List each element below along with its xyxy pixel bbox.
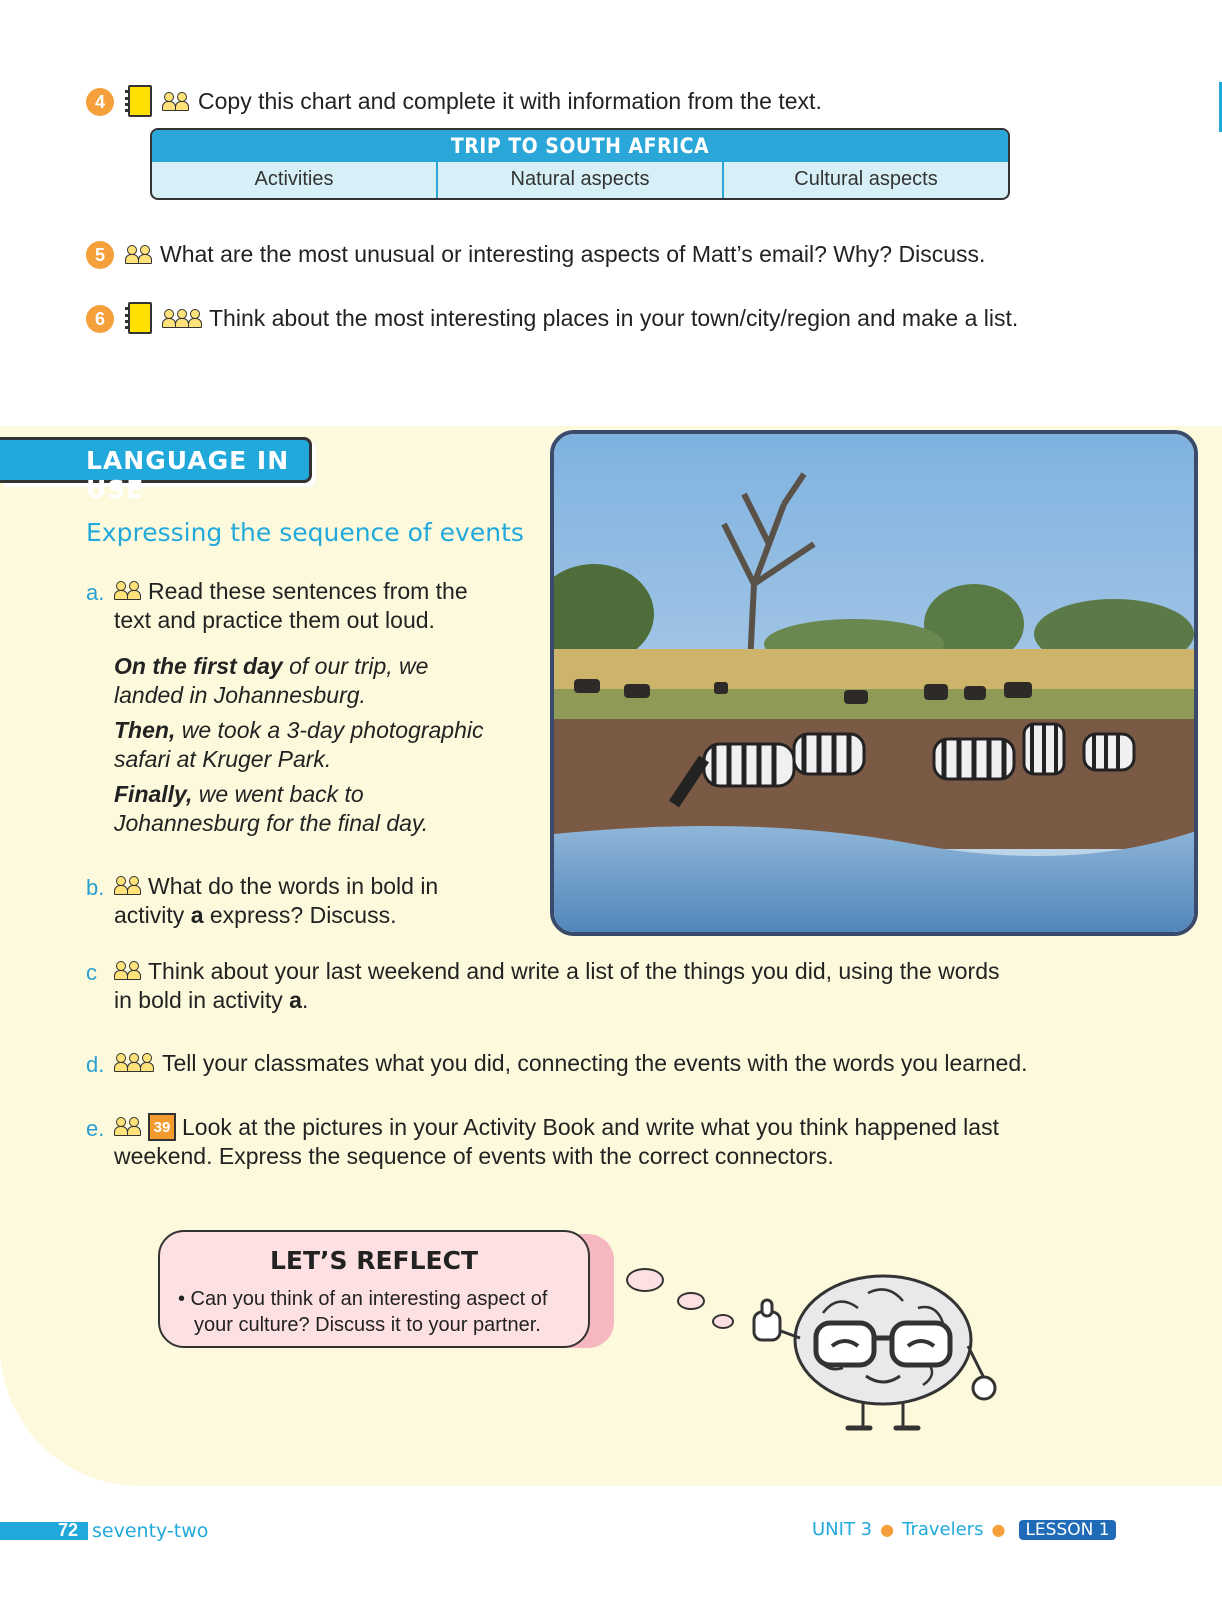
group-work-icon <box>162 309 201 327</box>
bold-text: a <box>190 902 204 928</box>
separator-dot-icon: ● <box>991 1520 1006 1539</box>
activity-e-line-1: Look at the pictures in your Activity Book and write what you think happened last <box>182 1114 999 1140</box>
activity-letter: d. <box>86 1052 105 1077</box>
thought-bubble <box>712 1314 734 1329</box>
task-number: 4 <box>94 91 105 112</box>
activity-a-line-1: Read these sentences from the <box>148 578 468 604</box>
example-text: we went back to <box>192 781 364 807</box>
text: express? Discuss. <box>203 902 397 928</box>
activity-c-line-1: Think about your last weekend and write a list of the things you did, using the words <box>148 958 1000 984</box>
task-number-badge <box>86 305 114 333</box>
task-number-badge <box>86 241 114 269</box>
reflect-question <box>178 1286 588 1338</box>
tab-label: LANGUAGE IN USE <box>86 446 290 504</box>
activity-letter: a. <box>86 580 105 605</box>
activity-letter: b. <box>86 875 105 900</box>
task-number: 5 <box>94 244 105 265</box>
activity-a-line-2: text and practice them out loud. <box>114 607 435 633</box>
activity-e-line-2: weekend. Express the sequence of events with the correct connectors. <box>114 1143 834 1169</box>
bold-connector: Finally, <box>114 781 193 807</box>
chart-column-natural: Natural aspects <box>438 162 724 198</box>
brain-mascot-icon <box>748 1268 1008 1440</box>
activity-c-line-2 <box>114 986 308 1015</box>
unit-label: UNIT 3 <box>812 1519 873 1540</box>
example-sentence-1 <box>114 652 428 710</box>
activity-letter: e. <box>86 1116 105 1141</box>
text: your culture? Discuss it to your partner. <box>194 1314 541 1336</box>
page-number-word: seventy-two <box>92 1520 209 1542</box>
bold-connector: Then, <box>114 717 176 743</box>
activity-b-line-2 <box>114 901 397 930</box>
chart-title: TRIP TO SOUTH AFRICA <box>152 130 1008 162</box>
reflect-title: LET’S REFLECT <box>269 1246 479 1275</box>
pair-work-icon <box>125 245 151 263</box>
thought-bubble <box>677 1292 705 1310</box>
language-in-use-tab <box>0 437 312 504</box>
task-5-text: What are the most unusual or interesting aspects of Matt’s email? Why? Discuss. <box>160 241 986 267</box>
bold-text: a <box>289 987 302 1013</box>
text: . <box>301 987 309 1013</box>
chart-column-cultural: Cultural aspects <box>794 168 938 190</box>
page-number: 72 <box>58 1520 79 1540</box>
footer-unit-info <box>812 1519 1116 1540</box>
group-work-icon <box>114 1053 153 1071</box>
text: activity <box>114 902 191 928</box>
pair-work-icon <box>162 92 188 110</box>
bold-connector: On the first day <box>114 653 283 679</box>
thought-bubble <box>626 1268 664 1292</box>
lets-reflect-box <box>158 1230 590 1348</box>
chart-column-activities: Activities <box>152 162 438 198</box>
example-sentence-3 <box>114 780 428 838</box>
task-4-text: Copy this chart and complete it with information from the text. <box>198 88 822 114</box>
notebook-icon <box>128 85 152 117</box>
activity-b-line-1: What do the words in bold in <box>148 873 439 899</box>
example-sentence-2 <box>114 716 484 774</box>
activity-letter: c <box>86 960 97 985</box>
task-6-text: Think about the most interesting places in your town/city/region and make a list. <box>209 305 1019 331</box>
activity-d-text: Tell your classmates what you did, connecting the events with the words you learned. <box>162 1050 1028 1076</box>
safari-photo <box>550 430 1198 936</box>
pair-work-icon <box>114 581 140 599</box>
task-number: 6 <box>94 308 105 329</box>
notebook-icon <box>128 302 152 334</box>
trip-chart <box>150 128 1010 200</box>
example-text: safari at Kruger Park. <box>114 746 332 772</box>
lesson-badge: LESSON 1 <box>1019 1520 1115 1540</box>
text: • Can you think of an interesting aspect of <box>178 1288 548 1310</box>
example-text: we took a 3-day photographic <box>175 717 484 743</box>
pair-work-icon <box>114 1117 140 1135</box>
section-title: Expressing the sequence of events <box>86 518 524 547</box>
example-text: of our trip, we <box>282 653 429 679</box>
unit-topic: Travelers <box>902 1519 984 1540</box>
activity-book-icon: 39 <box>148 1113 176 1141</box>
pair-work-icon <box>114 876 140 894</box>
task-number-badge <box>86 88 114 116</box>
example-text: Johannesburg for the final day. <box>114 810 429 836</box>
example-text: landed in Johannesburg. <box>114 682 366 708</box>
separator-dot-icon: ● <box>880 1520 895 1539</box>
pair-work-icon <box>114 961 140 979</box>
text: in bold in activity <box>114 987 290 1013</box>
